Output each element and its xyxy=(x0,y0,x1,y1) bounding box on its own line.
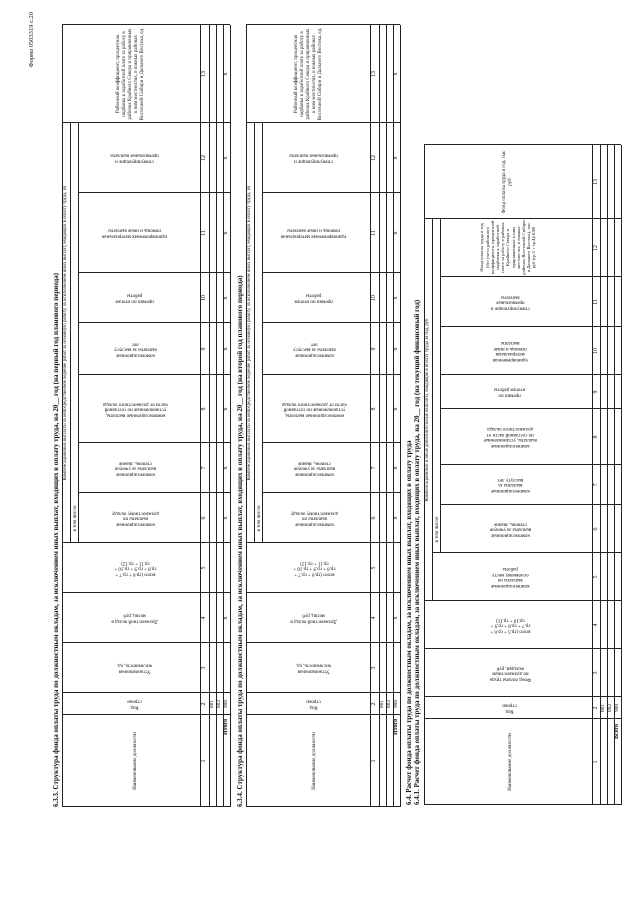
s1-group-header: Компенсационные выплаты за непосредственное ведение работ за основную работу, за исключением иных выплат, входящих в оплату труда, на xyxy=(63,185,68,481)
s1-colnum: 9 xyxy=(201,347,207,351)
s3-col11: стимулирующие и премиальные выплаты xyxy=(490,294,530,311)
s2-incl: в том числе: xyxy=(255,504,262,532)
s3-col5: компенсационные выплаты по основному месту работы xyxy=(490,566,530,589)
x-mark: x xyxy=(392,407,399,411)
s1-colnum: 8 xyxy=(201,407,207,411)
s1-col-salary: Должностной оклад в месяц, руб xyxy=(111,613,159,624)
s3-col-position: Наименование должности xyxy=(507,733,513,791)
s3-col-total: всего (гр.5 + гр.6 + гр.7 + гр.8 + гр.9 + гр.10 + гр.11) xyxy=(489,617,531,634)
x-mark: x xyxy=(392,516,399,520)
s2-col12: стимулирующие и премиальные выплаты xyxy=(289,153,339,164)
section2-caption: 6.3.4. Структура фонда оплаты труда по должностным окладам, за исключением иных выплат, входящих в оплату труда, на 20__ год (на второй год планового периода) xyxy=(236,275,244,807)
s1-row-code: 002 xyxy=(216,699,222,709)
x-mark: x xyxy=(222,231,229,235)
s3-col9: премии по итогам работы xyxy=(494,387,526,398)
s3-colnum: 4 xyxy=(593,623,599,627)
s3-group-header: Компенсационные и иные дополнительные выплаты, входящие в оплату труда за год, руб xyxy=(425,318,430,502)
s2-colnum: 10 xyxy=(371,295,377,301)
s2-col11: единовременная материальная помощь и иные выплаты xyxy=(281,228,347,239)
s1-col8: компенсационные выплаты, установленные по составной части от должностного оклада xyxy=(102,401,168,418)
s2-col-position: Наименование должности xyxy=(311,732,317,790)
s2-colnum: 8 xyxy=(371,407,377,411)
s2-col13: Районный коэффициент, процентная надбавка к заработной плате за работу в районах Крайнего Севера и приравненных к ним местностях, в южных районах Восточной Сибири и Дальнего Востока, ед. xyxy=(294,27,323,121)
s2-total-code: 900 xyxy=(393,699,399,709)
s3-colnum: 11 xyxy=(593,299,599,305)
s1-row-code: 001 xyxy=(209,699,215,709)
s1-col11: единовременная материальная помощь и иные выплаты xyxy=(102,228,168,239)
s2-col10: премии по итогам работы xyxy=(294,293,334,304)
x-mark: x xyxy=(222,347,229,351)
x-mark: x xyxy=(222,516,229,520)
s2-col7: компенсационные выплаты за ученую степень, звание xyxy=(293,460,335,477)
s3-colnum: 8 xyxy=(593,435,599,439)
s3-colnum: 7 xyxy=(593,483,599,487)
s1-col10: премии по итогам работы xyxy=(115,293,155,304)
s2-colnum: 13 xyxy=(371,71,377,77)
s3-colnum: 9 xyxy=(593,390,599,394)
s2-colnum: 11 xyxy=(371,230,377,236)
s3-total-code: 900 xyxy=(614,703,620,713)
s3-total-label: Всего xyxy=(614,724,620,739)
s1-col-total: всего (гр.6 + гр.7 + гр.8 + гр.9 + гр.10 + гр.11 + гр.12) xyxy=(113,560,157,577)
s2-colnum: 5 xyxy=(371,566,377,570)
s3-colnum: 3 xyxy=(593,671,599,675)
s2-col-staff: Установленная численность, ед. xyxy=(296,663,332,674)
s1-col-code: Код строки xyxy=(127,699,143,710)
s1-colnum: 3 xyxy=(201,666,207,670)
s1-col-staff: Установленная численность, ед. xyxy=(117,663,153,674)
s1-col7: компенсационные выплаты за ученую степень, звание xyxy=(114,460,156,477)
s3-incl: в том числе: xyxy=(433,515,440,543)
s3-colnum: 5 xyxy=(593,575,599,579)
s1-colnum: 11 xyxy=(201,230,207,236)
s3-colnum: 2 xyxy=(593,706,599,710)
s2-col-total: всего (гр.6 + гр.7 + гр.8 + гр.9 + гр.10 + гр.11 + гр.12) xyxy=(292,560,336,577)
s3-col7: компенсационные выплаты за выслугу лет xyxy=(490,477,530,494)
x-mark: x xyxy=(222,407,229,411)
x-mark: x xyxy=(392,466,399,470)
s1-colnum: 10 xyxy=(201,295,207,301)
s2-col-salary: Должностной оклад в месяц, руб xyxy=(290,613,338,624)
x-mark: x xyxy=(222,296,229,300)
s1-colnum: 6 xyxy=(201,516,207,520)
x-mark: x xyxy=(392,231,399,235)
s1-colnum: 1 xyxy=(201,759,207,763)
s1-colnum: 2 xyxy=(201,702,207,706)
x-mark: x xyxy=(222,466,229,470)
s3-col8: компенсационные выплаты, установленные по составной части от должностного оклада xyxy=(483,426,537,449)
s1-colnum: 13 xyxy=(201,71,207,77)
x-mark: x xyxy=(222,72,229,76)
s2-col6: компенсационные выплаты по должностному окладу xyxy=(290,510,338,527)
x-mark: x xyxy=(222,616,229,620)
s2-row-code: 002 xyxy=(386,699,392,709)
s3-row-code: 002 xyxy=(607,703,613,713)
s2-col8: компенсационные выплаты, установленные по составной части от должностного оклада xyxy=(281,401,347,418)
form-code: Форма 0503319 с.20 xyxy=(28,12,35,68)
x-mark: x xyxy=(392,156,399,160)
s2-total-label: Итого xyxy=(393,718,399,735)
s3-col-fund: Фонд оплаты труда по должностным окладам, руб xyxy=(489,665,531,682)
s3-colnum: 10 xyxy=(593,348,599,354)
s2-row-code: 001 xyxy=(379,699,385,709)
s3-col12: Фонд оплаты труда в год (без учета районного коэффициента, процентной надбавки к заработной плате за работу в районах Крайнего Севера и приравненных к ним местностях, в южных районах Восточной Сибири и Дальнего Востока), тыс руб (гр.3 + гр.4)/1000 xyxy=(479,220,537,275)
s1-incl: в том числе: xyxy=(71,504,78,532)
s2-colnum: 6 xyxy=(371,516,377,520)
s2-colnum: 12 xyxy=(371,155,377,161)
s1-colnum: 7 xyxy=(201,466,207,470)
s2-colnum: 2 xyxy=(371,702,377,706)
s2-col9: компенсационные выплаты за выслугу лет xyxy=(292,341,336,358)
section3-caption-b: 6.4.1. Расчет фонда оплаты труда по должностным окладам, за исключением иных выплат, входящих в оплату труда, на 20__ год (на текущий финансовый год) xyxy=(413,299,421,805)
s3-colnum: 1 xyxy=(593,760,599,764)
s3-colnum: 6 xyxy=(593,527,599,531)
s3-row-code: 001 xyxy=(600,703,606,713)
s2-colnum: 4 xyxy=(371,616,377,620)
s1-col12: стимулирующие и премиальные выплаты xyxy=(110,153,160,164)
s1-col9: компенсационные выплаты за выслугу лет xyxy=(113,341,157,358)
s2-col-code: Код строки xyxy=(306,699,322,710)
x-mark: x xyxy=(222,156,229,160)
s1-col13: Районный коэффициент, процентная надбавка к заработной плате за работу в районах Крайнего Севера и приравненных к ним местностях, в южных районах Восточной Сибири и Дальнего Востока, ед. xyxy=(116,27,145,121)
s3-col10: единовременная материальная помощь и иные выплаты xyxy=(492,340,528,363)
x-mark: x xyxy=(392,72,399,76)
s2-colnum: 9 xyxy=(371,347,377,351)
s1-colnum: 4 xyxy=(201,616,207,620)
s3-colnum: 13 xyxy=(593,179,599,185)
s1-colnum: 5 xyxy=(201,566,207,570)
s3-col-code: Код строки xyxy=(502,703,518,714)
x-mark: x xyxy=(392,347,399,351)
s1-col6: компенсационные выплаты по должностному окладу xyxy=(111,510,159,527)
s2-colnum: 1 xyxy=(371,759,377,763)
section3-caption-a: 6.4. Расчет фонда оплаты труда по должностным окладам, за исключением иных выплат, входящих в оплату труда xyxy=(405,440,413,805)
section1-caption: 6.3.3. Структура фонда оплаты труда по должностным окладам, за исключением иных выплат, входящих в оплату труда, на 20__ год (на первый год планового периода) xyxy=(52,273,60,807)
s2-colnum: 3 xyxy=(371,666,377,670)
s1-total-code: 900 xyxy=(223,699,229,709)
s1-colnum: 12 xyxy=(201,155,207,161)
s3-colnum: 12 xyxy=(593,245,599,251)
s3-col6: компенсационные выплаты за ученую степень, звание xyxy=(489,521,531,538)
s1-col-position: Наименование должности xyxy=(132,732,138,790)
x-mark: x xyxy=(392,296,399,300)
s2-colnum: 7 xyxy=(371,466,377,470)
s2-group-header: Компенсационные выплаты за непосредственное ведение работ за основную работу, за исключением иных выплат, входящих в оплату труда, на xyxy=(247,185,252,481)
s3-col13: Фонд оплаты труда в год, тыс руб xyxy=(502,150,513,214)
s1-total-label: Итого xyxy=(223,718,229,735)
x-mark: x xyxy=(392,616,399,620)
